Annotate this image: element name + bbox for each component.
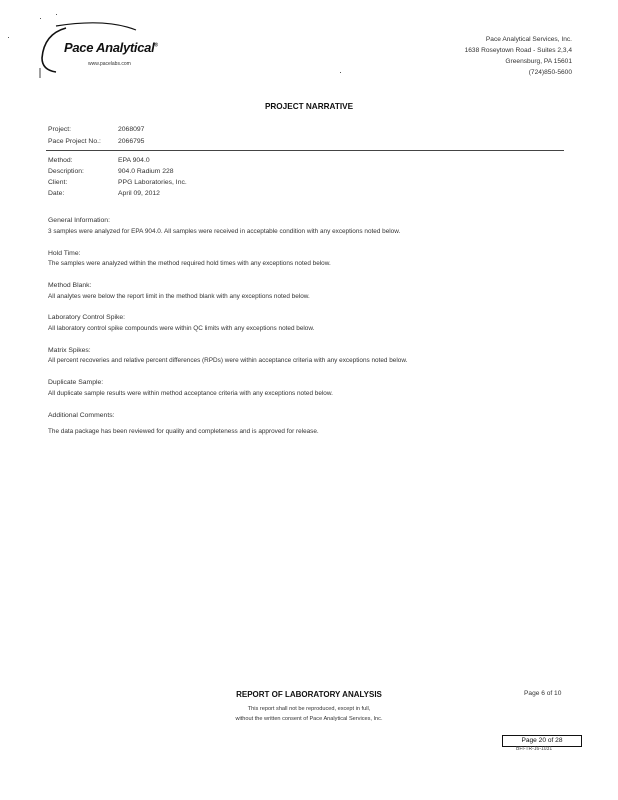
scan-speck (40, 18, 41, 19)
divider-rule (46, 150, 564, 151)
project-label: Project: (48, 126, 72, 133)
date-value: April 09, 2012 (118, 190, 160, 197)
date-label: Date: (48, 190, 65, 197)
section-heading-general: General Information: (48, 217, 110, 224)
company-city: Greensburg, PA 15601 (505, 58, 572, 65)
method-label: Method: (48, 157, 73, 164)
project-row (0, 126, 618, 136)
footer-note-line1: This report shall not be reproduced, except in full, (247, 706, 371, 712)
section-text-comments: The data package has been reviewed for quality and completeness and is approved for release. (48, 428, 319, 435)
section-heading-comments: Additional Comments: (48, 412, 115, 419)
date-row (0, 190, 618, 200)
footer-page-number: Page 6 of 10 (524, 690, 562, 697)
pace-project-row (0, 138, 618, 148)
footer-report-title: REPORT OF LABORATORY ANALYSIS (236, 690, 382, 699)
description-row (0, 168, 618, 178)
company-phone: (724)850-5600 (528, 69, 572, 76)
section-heading-hold-time: Hold Time: (48, 250, 81, 257)
scan-speck (340, 72, 341, 73)
client-row (0, 179, 618, 189)
company-street: 1638 Roseytown Road - Suites 2,3,4 (464, 47, 572, 54)
scan-speck (8, 37, 9, 38)
section-text-duplicate: All duplicate sample results were within method acceptance criteria with any exceptions noted below. (48, 390, 333, 397)
client-value: PPG Laboratories, Inc. (118, 179, 187, 186)
description-label: Description: (48, 168, 84, 175)
footer-note-line2: without the written consent of Pace Analytical Services, Inc. (235, 716, 383, 722)
description-value: 904.0 Radium 228 (118, 168, 174, 175)
logo-text (64, 40, 158, 55)
section-text-hold-time: The samples were analyzed within the method required hold times with any exceptions noted below. (48, 260, 331, 267)
logo-registered: ® (154, 42, 158, 49)
pace-project-label: Pace Project No.: (48, 138, 101, 145)
section-text-matrix-spikes: All percent recoveries and relative percent differences (RPDs) were within acceptance criteria with any exceptions noted below. (48, 357, 408, 364)
logo-swoosh-left (42, 28, 66, 72)
pace-project-value: 2066795 (118, 138, 145, 145)
section-text-method-blank: All analytes were below the report limit in the method blank with any exceptions noted below. (48, 293, 310, 300)
logo-url: www.pacelabs.com (88, 61, 131, 67)
section-text-general: 3 samples were analyzed for EPA 904.0. All samples were received in acceptable condition with any exceptions noted below. (48, 228, 401, 235)
page-stamp-sub: BFI-TR-16-1031 (516, 746, 553, 752)
scan-speck (56, 14, 57, 15)
page-stamp-box: Page 20 of 28 (502, 735, 582, 747)
method-row (0, 157, 618, 167)
logo-wordmark: Pace Analytical (64, 40, 155, 55)
section-heading-lcs: Laboratory Control Spike: (48, 314, 126, 321)
section-text-lcs: All laboratory control spike compounds were within QC limits with any exceptions noted below. (48, 325, 315, 332)
client-label: Client: (48, 179, 68, 186)
company-name: Pace Analytical Services, Inc. (485, 36, 572, 43)
page-title: PROJECT NARRATIVE (264, 102, 354, 111)
project-value: 2068097 (118, 126, 145, 133)
company-address (465, 34, 572, 78)
section-heading-matrix-spikes: Matrix Spikes: (48, 347, 91, 354)
section-heading-method-blank: Method Blank: (48, 282, 92, 289)
logo-swoosh-top (56, 23, 136, 30)
method-value: EPA 904.0 (118, 157, 150, 164)
section-heading-duplicate: Duplicate Sample: (48, 379, 104, 386)
